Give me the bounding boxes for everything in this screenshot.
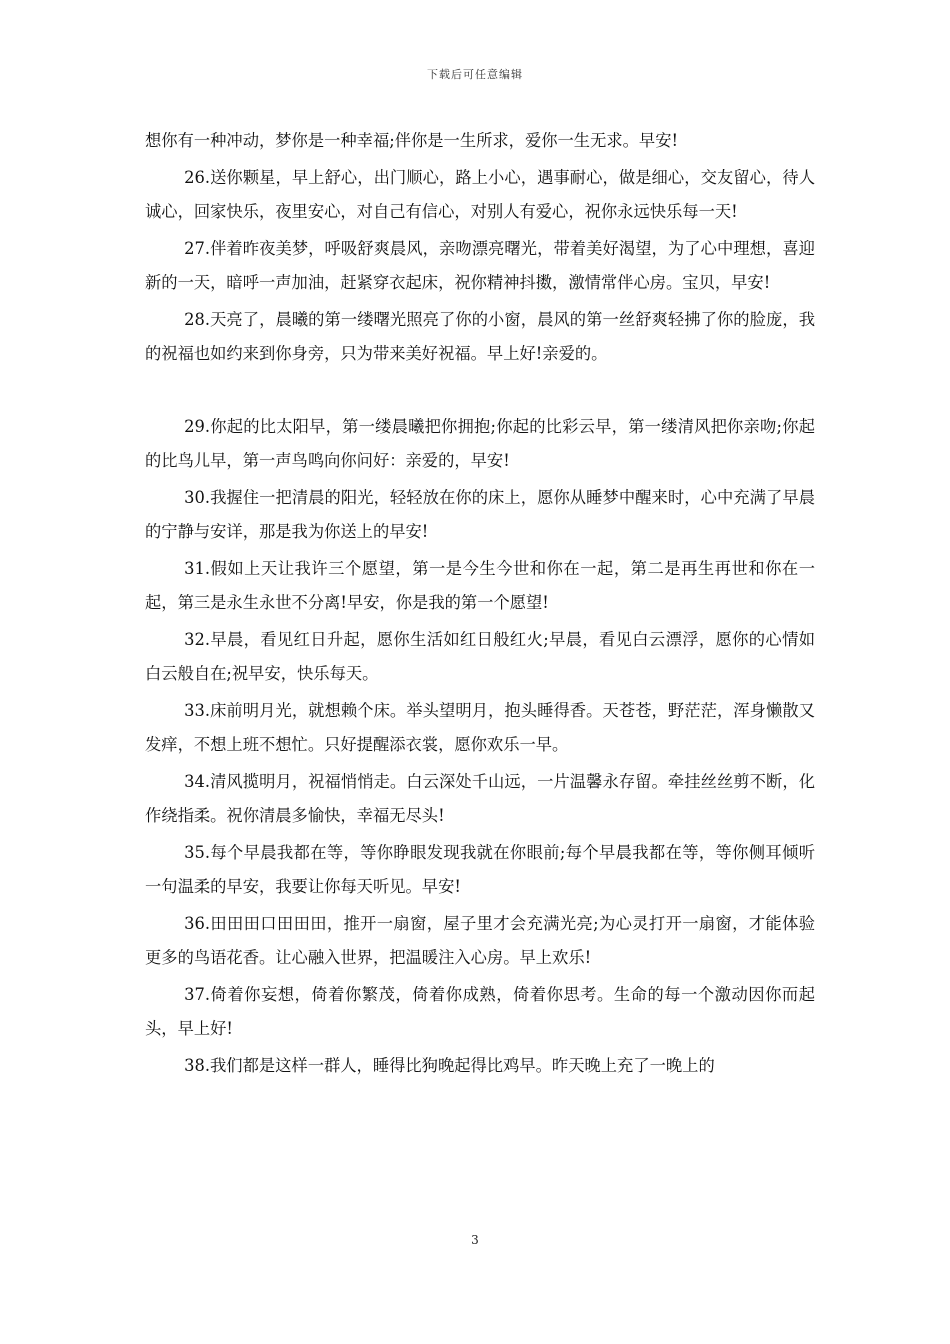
paragraph: 32.早晨，看见红日升起，愿你生活如红日般红火;早晨，看见白云漂浮，愿你的心情如白云般自在;祝早安，快乐每天。: [145, 629, 815, 683]
paragraph: 30.我握住一把清晨的阳光，轻轻放在你的床上，愿你从睡梦中醒来时，心中充满了早晨的宁静与安详，那是我为你送上的早安!: [145, 487, 815, 541]
paragraph: 29.你起的比太阳早，第一缕晨曦把你拥抱;你起的比彩云早，第一缕清风把你亲吻;你起的比鸟儿早，第一声鸟鸣向你问好：亲爱的，早安!: [145, 416, 815, 470]
page-number: 3: [471, 1233, 479, 1247]
paragraph: 34.清风揽明月，祝福悄悄走。白云深处千山远，一片温馨永存留。牵挂丝丝剪不断，化作绕指柔。祝你清晨多愉快，幸福无尽头!: [145, 771, 815, 825]
document-body: [145, 124, 815, 1085]
paragraph: 31.假如上天让我许三个愿望，第一是今生今世和你在一起，第二是再生再世和你在一起，第三是永生永世不分离!早安，你是我的第一个愿望!: [145, 558, 815, 612]
paragraph: 28.天亮了，晨曦的第一缕曙光照亮了你的小窗，晨风的第一丝舒爽轻拂了你的脸庞，我的祝福也如约来到你身旁，只为带来美好祝福。早上好!亲爱的。: [145, 309, 815, 363]
page-header: 下载后可任意编辑: [427, 68, 523, 81]
paragraph: 37.倚着你妄想，倚着你繁茂，倚着你成熟，倚着你思考。生命的每一个激动因你而起头，早上好!: [145, 984, 815, 1038]
paragraph: 36.田田田口田田田，推开一扇窗，屋子里才会充满光亮;为心灵打开一扇窗，才能体验更多的鸟语花香。让心融入世界，把温暖注入心房。早上欢乐!: [145, 913, 815, 967]
paragraph: 27.伴着昨夜美梦，呼吸舒爽晨风，亲吻漂亮曙光，带着美好渴望，为了心中理想，喜迎新的一天，暗呼一声加油，赶紧穿衣起床，祝你精神抖擞，激情常伴心房。宝贝，早安!: [145, 238, 815, 292]
paragraph: 33.床前明月光，就想赖个床。举头望明月，抱头睡得香。天苍苍，野茫茫，浑身懒散又发痒，不想上班不想忙。只好提醒添衣裳，愿你欢乐一早。: [145, 700, 815, 754]
paragraph: 38.我们都是这样一群人，睡得比狗晚起得比鸡早。昨天晚上充了一晚上的: [184, 1055, 715, 1075]
paragraph: 35.每个早晨我都在等，等你睁眼发现我就在你眼前;每个早晨我都在等，等你侧耳倾听一句温柔的早安，我要让你每天听见。早安!: [145, 842, 815, 896]
paragraph: 想你有一种冲动，梦你是一种幸福;伴你是一生所求，爱你一生无求。早安!: [145, 131, 679, 150]
paragraph: 26.送你颗星，早上舒心，出门顺心，路上小心，遇事耐心，做是细心，交友留心，待人诚心，回家快乐，夜里安心，对自己有信心，对别人有爱心，祝你永远快乐每一天!: [145, 167, 815, 221]
